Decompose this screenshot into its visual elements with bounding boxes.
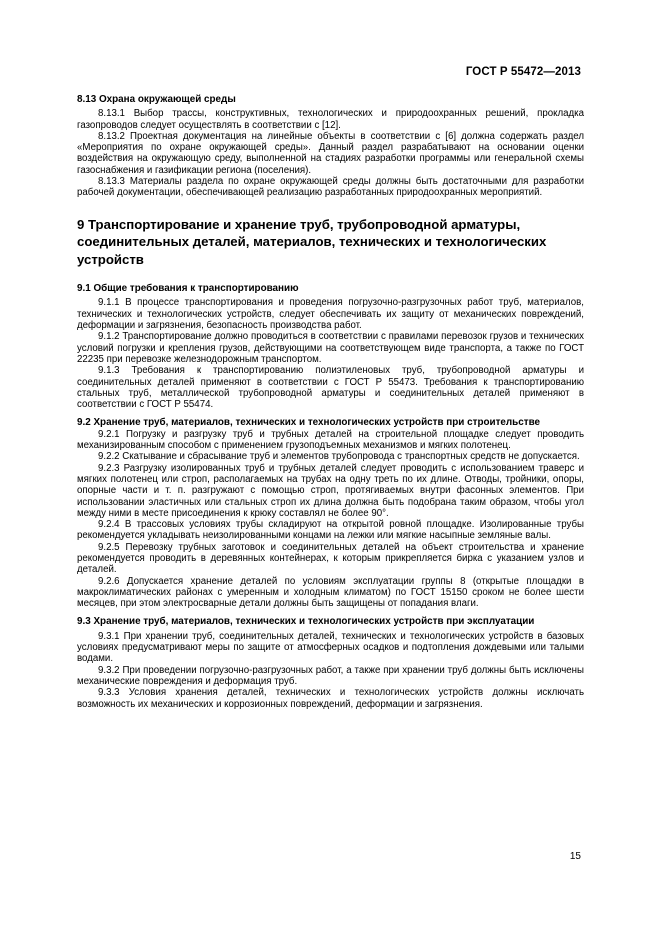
- paragraph-9-2-5: 9.2.5 Перевозку трубных заготовок и соединительных деталей на объект строительства и хранение рекомендуется проводить в деревянных контейнерах, к которым прикрепляется бирка с указанием узлов и деталей.: [77, 541, 584, 576]
- paragraph-9-3-3: 9.3.3 Условия хранения деталей, технических и технологических устройств должны исключать возможность их механических и коррозионных повреждений, деформации и загрязнения.: [77, 687, 584, 710]
- paragraph-9-1-2: 9.1.2 Транспортирование должно проводиться в соответствии с правилами перевозок грузов и технических условий погрузки и крепления грузов, действующими на соответствующем виде транспорта, а также по ГОСТ 22235 при перевозке железнодорожным транспортом.: [77, 331, 584, 365]
- heading-8-13: 8.13 Охрана окружающей среды: [77, 94, 236, 105]
- paragraph-9-2-2: 9.2.2 Скатывание и сбрасывание труб и элементов трубопровода с транспортных средств не допускается.: [98, 451, 580, 463]
- paragraph-8-13-2: 8.13.2 Проектная документация на линейные объекты в соответствии с [6] должна содержать раздел «Мероприятия по охране окружающей среды». Данный раздел разрабатывают на основании оценки воздействия на окружающую среду, выполненной на стадиях разработки программы или генеральной схемы газоснабжения и газификации региона (поселения).: [77, 130, 584, 176]
- heading-9-3: 9.3 Хранение труб, материалов, технических и технологических устройств при эксплуатации: [77, 616, 535, 628]
- paragraph-9-2-6: 9.2.6 Допускается хранение деталей по условиям эксплуатации группы 8 (открытые площадки в макроклиматических районах с умеренным и холодным климатом) по ГОСТ 15150 сроком не более шести месяцев, при этом электросварные детали должны быть защищены от попадания влаги.: [77, 575, 584, 610]
- document-body: [77, 94, 584, 710]
- paragraph-8-13-3: 8.13.3 Материалы раздела по охране окружающей среды должны быть достаточными для разработки рабочей документации, обеспечивающей реализацию разработанных природоохранных мероприятий.: [77, 176, 584, 199]
- paragraph-9-2-3: 9.2.3 Разгрузку изолированных труб и трубных деталей следует проводить с использованием траверс и мягких полотенец или строп, располагаемых на трубах на одну треть по их длине. Отводы, тройники, опоры, опорные части и т. п. разгружают с помощью строп, протягиваемых внутри фасонных элементов. При использовании эластичных или стальных строп их длина должна быть подобрана таким образом, чтобы угол между ними в месте присоединения к крюку составлял не более 90°.: [77, 462, 584, 519]
- paragraph-9-2-4: 9.2.4 В трассовых условиях трубы складируют на открытой ровной площадке. Изолированные трубы рекомендуется укладывать неизолированными концами на лежки или мягкие насыпные земляные валы.: [77, 519, 584, 542]
- page-number: 15: [569, 851, 581, 862]
- paragraph-9-1-3: 9.1.3 Требования к транспортированию полиэтиленовых труб, трубопроводной арматуры и соединительных деталей применяют в соответствии с ГОСТ Р 55473. Требования к транспортированию стальных труб, металлической трубопроводной арматуры и соединительных деталей применяют в соответствии с ГОСТ Р 55474.: [77, 365, 584, 411]
- document-code: ГОСТ Р 55472—2013: [465, 66, 581, 78]
- paragraph-9-3-2: 9.3.2 При проведении погрузочно-разгрузочных работ, а также при хранении труб должны быть исключены механические повреждения и деформация труб.: [77, 664, 584, 687]
- paragraph-8-13-1: 8.13.1 Выбор трассы, конструктивных, технологических и природоохранных решений, прокладка газопроводов следует осуществлять в соответствии с [12].: [77, 108, 584, 131]
- paragraph-9-2-1: 9.2.1 Погрузку и разгрузку труб и трубных деталей на строительной площадке следует проводить механизированным способом с применением грузоподъемных механизмов и мягких полотенец.: [77, 428, 584, 452]
- paragraph-9-1-1: 9.1.1 В процессе транспортирования и проведения погрузочно-разгрузочных работ труб, материалов, технических и технологических устройств, следует обеспечивать их защиту от механических повреждений, деформации и загрязнения, безопасность производства работ.: [77, 297, 584, 332]
- paragraph-9-3-1: 9.3.1 При хранении труб, соединительных деталей, технических и технологических устройств в базовых условиях предусматривают меры по защите от атмосферных осадков и подтопления дождевыми или талыми водами.: [77, 630, 584, 665]
- heading-9-1: 9.1 Общие требования к транспортированию: [77, 283, 299, 295]
- heading-9-2: 9.2 Хранение труб, материалов, технических и технологических устройств при строительстве: [77, 417, 541, 429]
- heading-section-9: 9 Транспортирование и хранение труб, трубопроводной арматуры, соединительных деталей, материалов, технических и технологических устройств: [77, 216, 547, 267]
